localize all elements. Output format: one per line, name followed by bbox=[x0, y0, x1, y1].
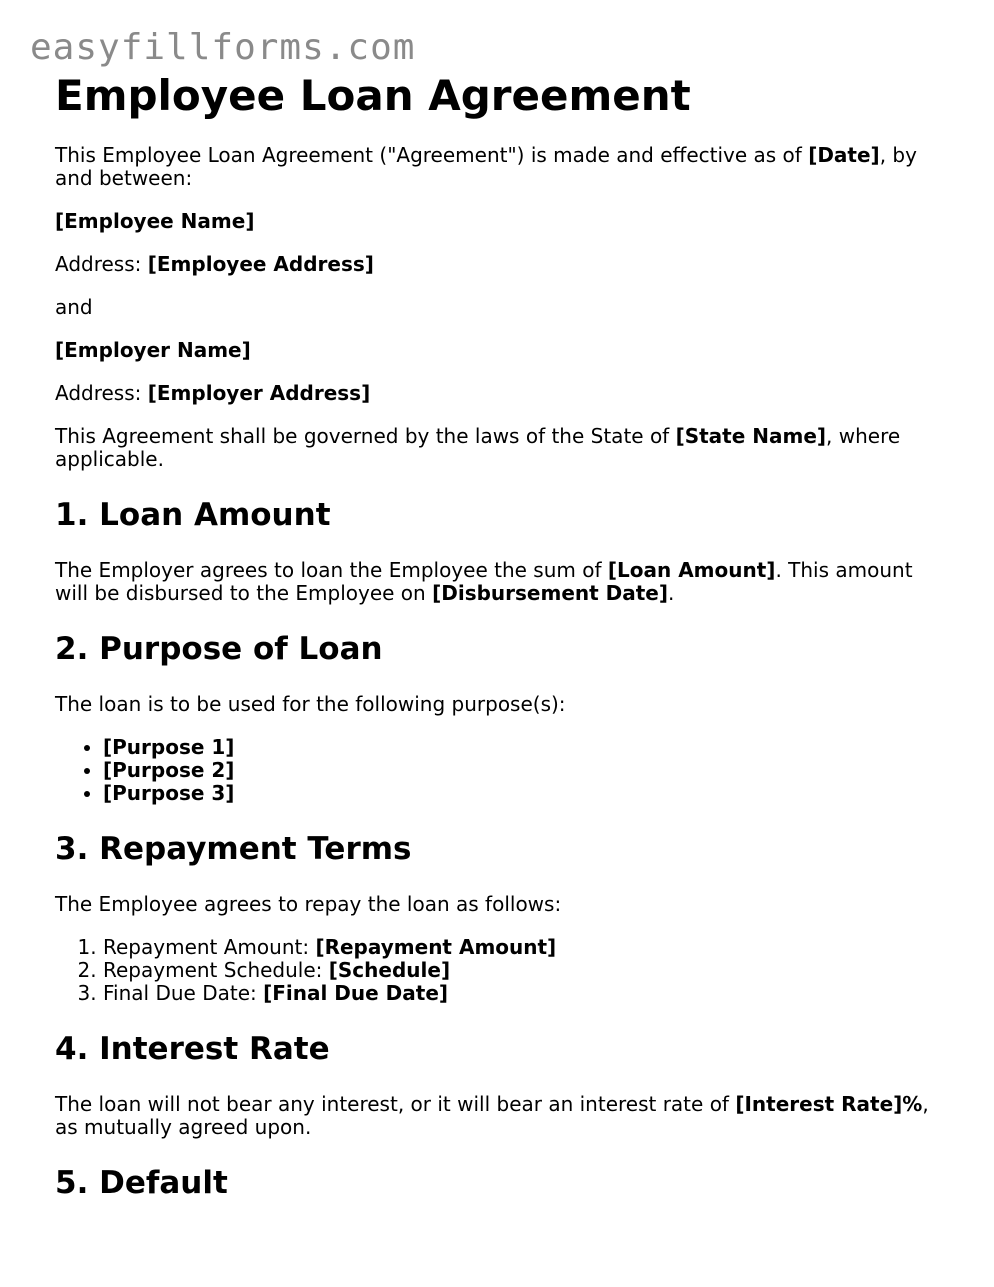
list-item bbox=[103, 982, 950, 1005]
loan-amount-placeholder: [Loan Amount] bbox=[607, 558, 776, 582]
interest-rate-placeholder: [Interest Rate]% bbox=[735, 1092, 923, 1116]
employee-address-placeholder: [Employee Address] bbox=[147, 252, 374, 276]
repayment-amount-label: Repayment Amount: bbox=[103, 935, 316, 959]
loan-amount-text-2: . This amount will be disbursed to the Employee on bbox=[55, 558, 913, 605]
purpose-3: [Purpose 3] bbox=[103, 781, 235, 805]
purpose-list bbox=[55, 736, 950, 805]
final-due-date-label: Final Due Date: bbox=[103, 981, 264, 1005]
state-name-placeholder: [State Name] bbox=[675, 424, 827, 448]
interest-paragraph bbox=[55, 1093, 950, 1139]
purpose-intro: The loan is to be used for the following purpose(s): bbox=[55, 692, 566, 716]
employee-address-line bbox=[55, 253, 950, 276]
date-placeholder: [Date] bbox=[808, 143, 880, 167]
employer-name-line bbox=[55, 339, 950, 362]
purpose-1: [Purpose 1] bbox=[103, 735, 235, 759]
loan-amount-text-1: The Employer agrees to loan the Employee the sum of bbox=[55, 558, 608, 582]
employer-name-placeholder: [Employer Name] bbox=[55, 338, 251, 362]
governing-law-paragraph bbox=[55, 425, 950, 471]
intro-paragraph bbox=[55, 144, 950, 190]
list-item bbox=[103, 759, 950, 782]
section-3-heading: 3. Repayment Terms bbox=[55, 831, 412, 867]
repayment-intro: The Employee agrees to repay the loan as follows: bbox=[55, 892, 562, 916]
repayment-schedule-label: Repayment Schedule: bbox=[103, 958, 329, 982]
governing-text-2: , where applicable. bbox=[55, 424, 901, 471]
repayment-amount-placeholder: [Repayment Amount] bbox=[315, 935, 557, 959]
section-4-heading: 4. Interest Rate bbox=[55, 1031, 330, 1067]
list-item bbox=[103, 782, 950, 805]
employee-name-placeholder: [Employee Name] bbox=[55, 209, 255, 233]
final-due-date-placeholder: [Final Due Date] bbox=[263, 981, 449, 1005]
intro-text-1: This Employee Loan Agreement ("Agreement") is made and effective as of bbox=[55, 143, 809, 167]
disbursement-date-placeholder: [Disbursement Date] bbox=[432, 581, 669, 605]
section-2-heading: 2. Purpose of Loan bbox=[55, 631, 383, 667]
employee-address-label: Address: bbox=[55, 252, 148, 276]
loan-amount-text-3: . bbox=[668, 581, 675, 605]
watermark: easyfillforms.com bbox=[30, 27, 416, 68]
list-item bbox=[103, 936, 950, 959]
employee-name-line bbox=[55, 210, 950, 233]
interest-text-2: , as mutually agreed upon. bbox=[55, 1092, 929, 1139]
governing-text-1: This Agreement shall be governed by the laws of the State of bbox=[55, 424, 676, 448]
repayment-schedule-placeholder: [Schedule] bbox=[328, 958, 451, 982]
list-item bbox=[103, 959, 950, 982]
loan-amount-paragraph bbox=[55, 559, 950, 605]
intro-text-2: , by and between: bbox=[55, 143, 917, 190]
and-line: and bbox=[55, 295, 93, 319]
list-item bbox=[103, 736, 950, 759]
repayment-list bbox=[55, 936, 950, 1005]
document-title: Employee Loan Agreement bbox=[55, 71, 691, 120]
section-5-heading: 5. Default bbox=[55, 1165, 228, 1201]
purpose-2: [Purpose 2] bbox=[103, 758, 235, 782]
employer-address-line bbox=[55, 382, 950, 405]
employer-address-label: Address: bbox=[55, 381, 148, 405]
employer-address-placeholder: [Employer Address] bbox=[147, 381, 371, 405]
interest-text-1: The loan will not bear any interest, or it will bear an interest rate of bbox=[55, 1092, 736, 1116]
document-page bbox=[55, 72, 950, 1201]
section-1-heading: 1. Loan Amount bbox=[55, 497, 331, 533]
